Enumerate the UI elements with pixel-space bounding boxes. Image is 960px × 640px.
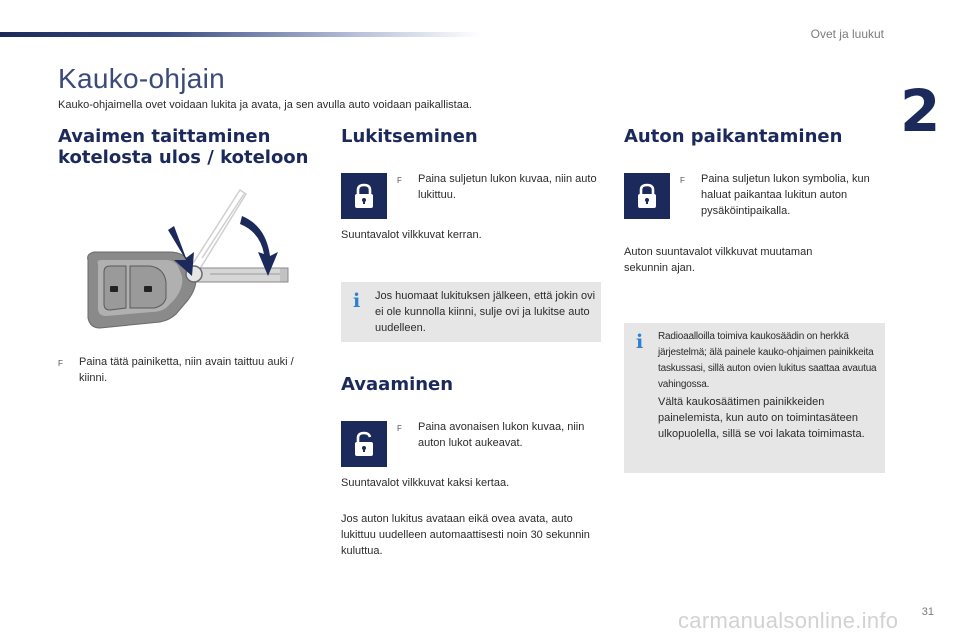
bullet-icon: F [680, 176, 685, 185]
open-lock-icon [341, 421, 387, 467]
rotate-arrow-icon [240, 216, 278, 276]
heading-key-folding [58, 126, 318, 168]
locate-instruction [680, 171, 880, 219]
lock-instruction [397, 171, 607, 203]
info-icon: i [636, 331, 644, 353]
unlock-instruction-text: Paina avonaisen lukon kuvaa, niin auton lukot aukeavat. [418, 421, 585, 449]
section-label: Ovet ja luukut [810, 27, 884, 41]
heading-unlocking: Avaaminen [341, 374, 454, 395]
watermark: carmanualsonline.info [678, 608, 899, 633]
fold-key-instruction-text: Paina tätä painiketta, niin avain taittuu auki / kiinni. [79, 356, 294, 384]
heading-key-folding-line1: Avaimen taittaminen [58, 126, 271, 147]
locate-instruction-text: Paina suljetun lukon symbolia, kun haluat paikantaa lukitun auton pysäköintipaikalla. [701, 173, 870, 217]
key-blade-outline-icon [190, 190, 246, 272]
fold-key-instruction [58, 354, 308, 386]
bullet-icon: F [397, 176, 402, 185]
bullet-icon: F [397, 424, 402, 433]
chapter-number: 2 [900, 77, 941, 145]
heading-locking: Lukitseminen [341, 126, 478, 147]
header-gradient-bar [0, 32, 480, 37]
lock-indicator-note: Suuntavalot vilkkuvat kerran. [341, 229, 482, 241]
locate-indicator-note: Auton suuntavalot vilkkuvat muutaman sekunnin ajan. [624, 246, 813, 274]
lock-instruction-text: Paina suljetun lukon kuvaa, niin auto lukittuu. [418, 173, 597, 201]
key-blade-icon [196, 268, 288, 282]
closed-lock-icon [624, 173, 670, 219]
page-title: Kauko-ohjain [58, 63, 226, 94]
remote-info-para1: Radioaalloilla toimiva kaukosäädin on herkkä järjestelmä; älä painele kauko-ohjaimen painikkeita taskussasi, sillä auton ovien lukitus saattaa avautua vahingossa. [658, 331, 877, 390]
unlock-instruction [397, 419, 607, 451]
closed-lock-icon [341, 173, 387, 219]
lock-info-box [341, 282, 601, 342]
page-number: 31 [921, 606, 934, 618]
bullet-icon: F [58, 359, 63, 368]
heading-key-folding-line2: kotelosta ulos / koteloon [58, 147, 309, 168]
unlock-indicator-note: Suuntavalot vilkkuvat kaksi kertaa. [341, 477, 510, 489]
remote-info-para2: Vältä kaukosäätimen painikkeiden painelemista, kun auto on toimintasäteen ulkopuolella, sillä se voi lakata toimimasta. [658, 396, 865, 440]
remote-info-box [624, 323, 885, 473]
lock-info-text: Jos huomaat lukituksen jälkeen, että jokin ovi ei ole kunnolla kiinni, sulje ovi ja lukitse auto uudelleen. [375, 290, 596, 334]
page-intro: Kauko-ohjaimella ovet voidaan lukita ja avata, ja sen avulla auto voidaan paikallistaa. [58, 99, 472, 111]
info-icon: i [353, 290, 361, 312]
key-fob-illustration [70, 180, 310, 340]
heading-locating: Auton paikantaminen [624, 126, 843, 147]
auto-relock-note: Jos auton lukitus avataan eikä ovea avata, auto lukittuu uudelleen automaattisesti noin 30 sekunnin kuluttua. [341, 513, 590, 557]
